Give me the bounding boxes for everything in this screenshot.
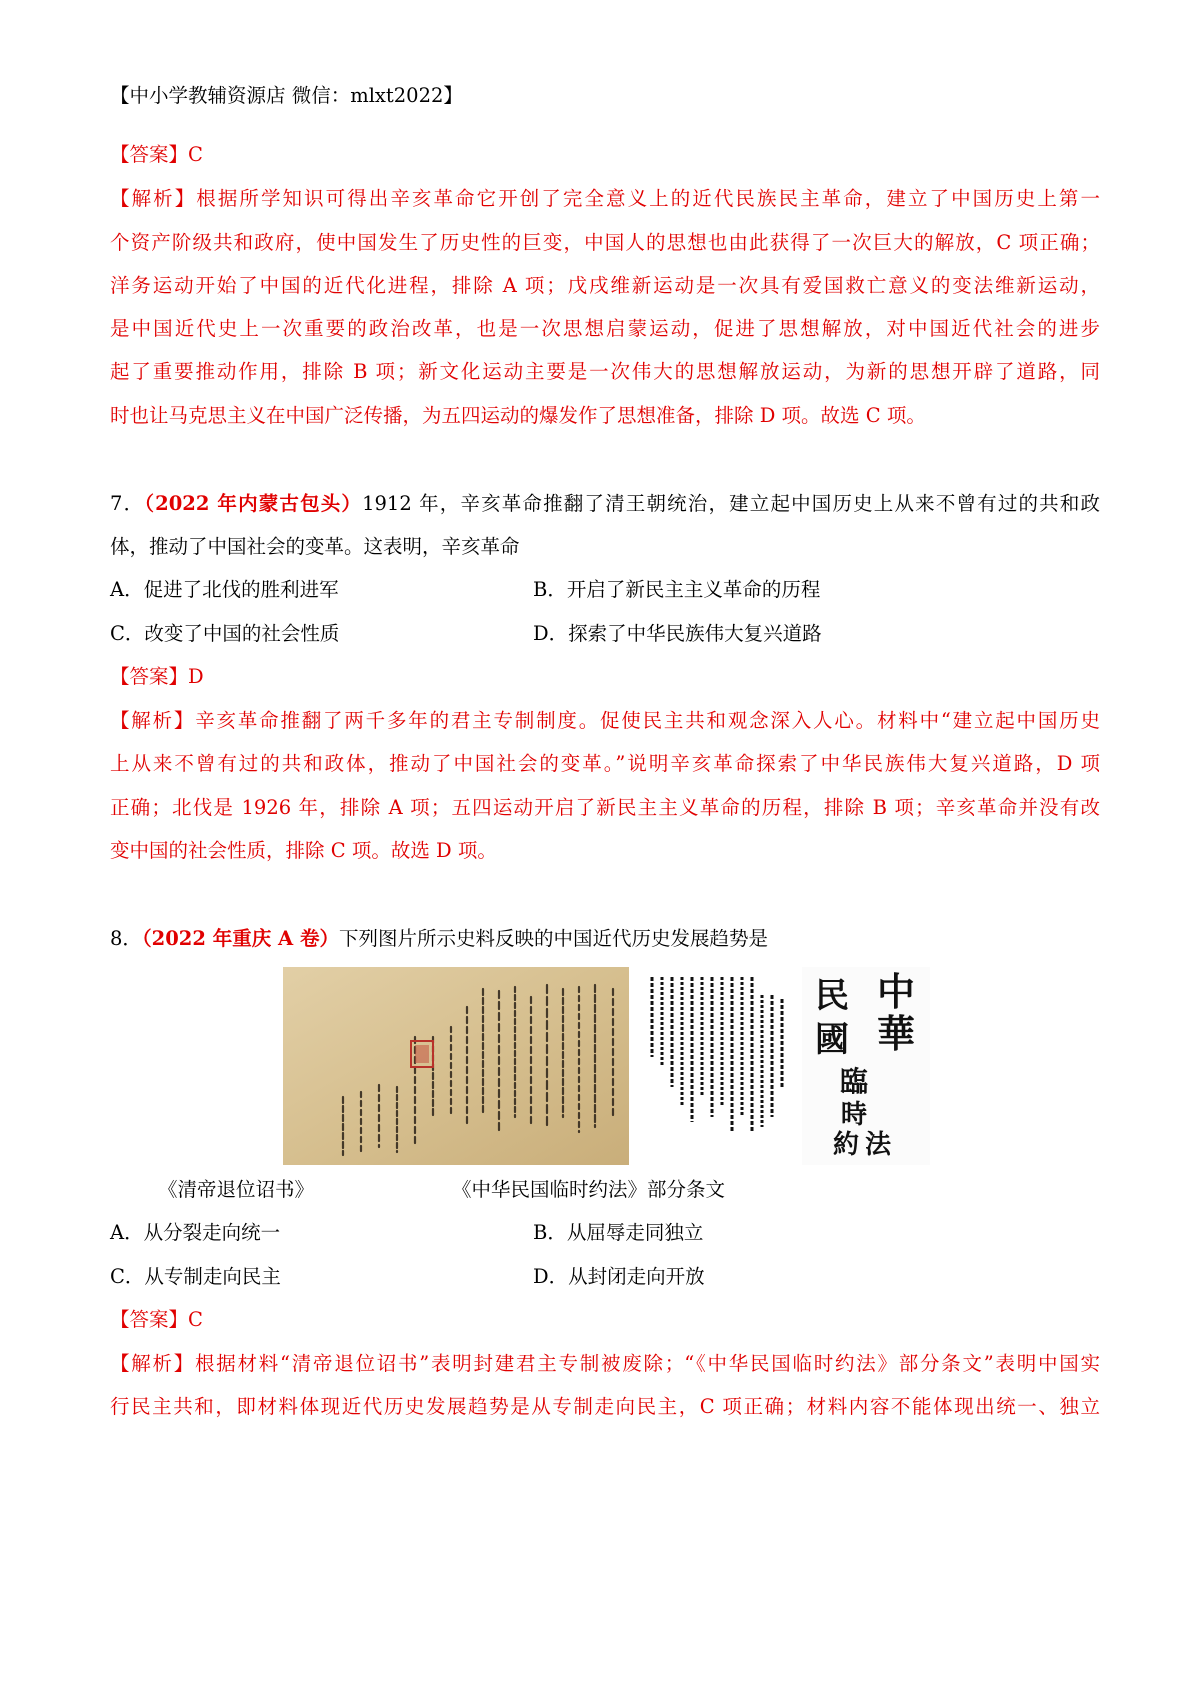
q6-analysis-line-1: 【解析】根据所学知识可得出辛亥革命它开创了完全意义上的近代民族民主革命，建立了中国历史上第一 (110, 187, 1100, 210)
question-source: （2022 年重庆 A 卷） (141, 927, 339, 950)
q8-option-b[interactable]: B．从屈辱走同独立 (533, 1221, 704, 1244)
q7-answer (110, 664, 204, 690)
q8-answer (110, 1307, 203, 1333)
q7-analysis-line-4: 变中国的社会性质，排除 C 项。故选 D 项。 (110, 839, 497, 862)
q7-stem-line-2: 体，推动了中国社会的变革。这表明，辛亥革命 (110, 535, 520, 558)
q8-option-c[interactable]: C．从专制走向民主 (110, 1265, 281, 1288)
q8-option-d[interactable]: D．从封闭走向开放 (533, 1265, 705, 1288)
question-number: 8． (110, 927, 142, 950)
caption-edict: 《清帝退位诏书》 (158, 1178, 315, 1201)
header-text: 【中小学教辅资源店 微信：mlxt2022】 (110, 84, 463, 107)
q8-analysis-line-1: 【解析】根据材料“清帝退位诏书”表明封建君主专制被废除；“《中华民国临时约法》部分条文”表明中国实 (110, 1352, 1100, 1375)
analysis-label: 【解析】 (110, 1352, 196, 1375)
q7-analysis-line-3: 正确；北伐是 1926 年，排除 A 项；五四运动开启了新民主主义革命的历程，排除 B 项；辛亥革命并没有改 (110, 796, 1100, 819)
calligraphy-char-3: 民 (815, 976, 849, 1016)
calligraphy-char-5: 臨 (839, 1065, 869, 1098)
q6-analysis-line-3: 洋务运动开始了中国的近代化进程，排除 A 项；戊戌维新运动是一次具有爱国救亡意义的变法维新运动， (110, 274, 1100, 297)
constitution-image (632, 967, 792, 1169)
q6-analysis-line-6: 时也让马克思主义在中国广泛传播，为五四运动的爆发作了思想准备，排除 D 项。故选 C 项。 (110, 404, 926, 427)
q8-option-a[interactable]: A．从分裂走向统一 (110, 1221, 281, 1244)
calligraphy-char-2: 華 (876, 1011, 916, 1056)
calligraphy-char-8: 法 (864, 1130, 892, 1160)
q6-analysis-line-2: 个资产阶级共和政府，使中国发生了历史性的巨变，中国人的思想也由此获得了一次巨大的解放，C 项正确； (110, 231, 1100, 254)
constitution-text-illustration (632, 967, 792, 1165)
question-number: 7． (110, 492, 145, 515)
answer-value: D (188, 665, 204, 688)
answer-label: 【答案】 (110, 143, 189, 166)
q6-analysis-line-4: 是中国近代史上一次重要的政治改革，也是一次思想启蒙运动，促进了思想解放，对中国近代社会的进步 (110, 317, 1100, 340)
analysis-label: 【解析】 (110, 709, 196, 732)
calligraphy-char-7: 約 (832, 1130, 860, 1160)
q6-analysis-line-5: 起了重要推动作用，排除 B 项；新文化运动主要是一次伟大的思想解放运动，为新的思想开辟了道路，同 (110, 360, 1100, 383)
calligraphy-illustration (802, 967, 930, 1165)
calligraphy-char-4: 國 (815, 1020, 849, 1060)
q7-analysis-line-1: 【解析】辛亥革命推翻了两千多年的君主专制制度。促使民主共和观念深入人心。材料中“建立起中国历史 (110, 709, 1100, 732)
answer-label: 【答案】 (110, 1308, 189, 1331)
edict-illustration (283, 967, 629, 1165)
calligraphy-image (802, 967, 930, 1165)
edict-image (283, 967, 629, 1169)
answer-label: 【答案】 (110, 665, 189, 688)
q7-option-d[interactable]: D．探索了中华民族伟大复兴道路 (533, 622, 822, 645)
q8-stem: 8．（2022 年重庆 A 卷）下列图片所示史料反映的中国近代历史发展趋势是 (110, 927, 768, 950)
calligraphy-char-1: 中 (876, 969, 916, 1014)
q6-answer (110, 142, 203, 168)
q8-analysis-line-2: 行民主共和，即材料体现近代历史发展趋势是从专制走向民主，C 项正确；材料内容不能体现出统一、独立 (110, 1395, 1100, 1418)
question-source: （2022 年内蒙古包头） (144, 492, 363, 515)
calligraphy-char-6: 時 (840, 1100, 868, 1130)
analysis-label: 【解析】 (110, 187, 197, 210)
q7-analysis-line-2: 上从来不曾有过的共和政体，推动了中国社会的变革。”说明辛亥革命探索了中华民族伟大复兴道路，D 项 (110, 752, 1100, 775)
q7-option-a[interactable]: A．促进了北伐的胜利进军 (110, 578, 339, 601)
caption-constitution: 《中华民国临时约法》部分条文 (452, 1178, 726, 1201)
q7-option-b[interactable]: B．开启了新民主主义革命的历程 (533, 578, 821, 601)
answer-value: C (188, 1308, 203, 1331)
q7-option-c[interactable]: C．改变了中国的社会性质 (110, 622, 340, 645)
answer-value: C (188, 143, 203, 166)
q7-stem-line-1: 7．（2022 年内蒙古包头）1912 年，辛亥革命推翻了清王朝统治，建立起中国历史上从来不曾有过的共和政 (110, 492, 1100, 515)
